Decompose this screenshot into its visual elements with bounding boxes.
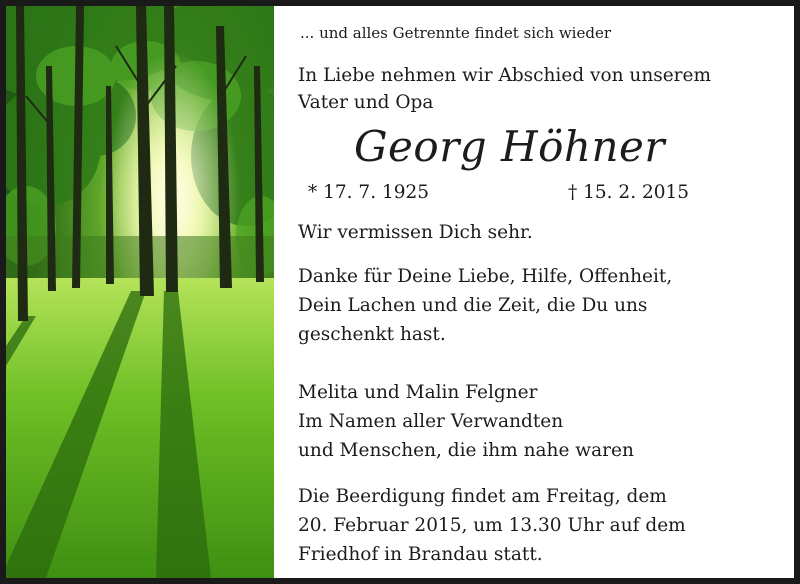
- funeral-line: Friedhof in Brandau statt.: [298, 544, 543, 565]
- sunlit-forest-image: [6, 6, 274, 578]
- thanks-line: Danke für Deine Liebe, Hilfe, Offenheit,: [298, 266, 673, 287]
- mourners-line: Melita und Malin Felgner: [298, 382, 538, 403]
- thanks-text: [298, 262, 672, 349]
- mourners: [298, 378, 634, 465]
- miss-message: Wir vermissen Dich sehr.: [298, 222, 533, 243]
- funeral-line: 20. Februar 2015, um 13.30 Uhr auf dem: [298, 515, 686, 536]
- thanks-line: geschenkt hast.: [298, 324, 446, 345]
- notice-text: [298, 6, 794, 578]
- deceased-name: Georg Höhner: [354, 122, 665, 171]
- funeral-info: [298, 482, 686, 569]
- birth-date: * 17. 7. 1925: [308, 182, 430, 203]
- intro-line: In Liebe nehmen wir Abschied von unserem: [298, 65, 712, 86]
- thanks-line: Dein Lachen und die Zeit, die Du uns: [298, 295, 648, 316]
- death-date: † 15. 2. 2015: [568, 182, 690, 203]
- motto: ... und alles Getrennte findet sich wieder: [300, 24, 612, 42]
- forest-photo: [6, 6, 274, 578]
- mourners-line: Im Namen aller Verwandten: [298, 411, 564, 432]
- intro-text: [298, 62, 711, 116]
- mourners-line: und Menschen, die ihm nahe waren: [298, 440, 634, 461]
- funeral-line: Die Beerdigung findet am Freitag, dem: [298, 486, 667, 507]
- intro-line: Vater und Opa: [298, 92, 434, 113]
